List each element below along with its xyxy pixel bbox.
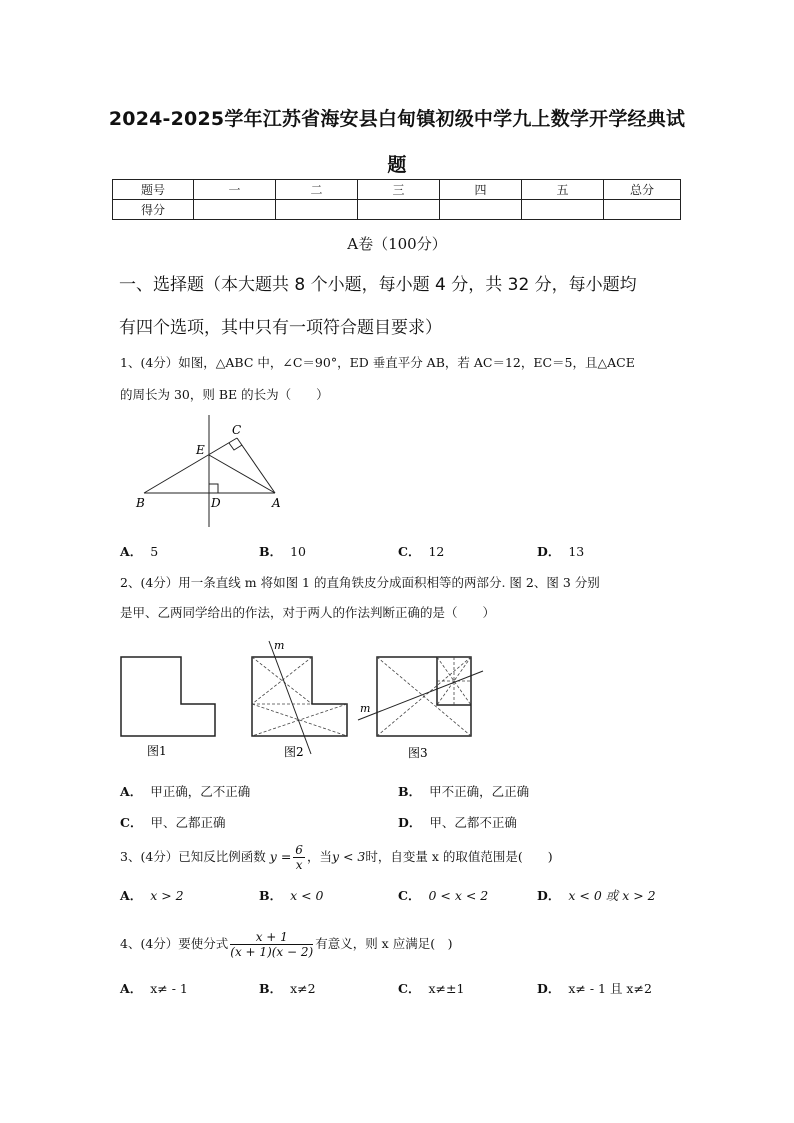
q3-fraction-numerator: 6: [295, 843, 303, 857]
question-1-line2: 的周长为 30，则 BE 的长为（ ）: [120, 387, 329, 402]
label-b: B: [136, 496, 145, 510]
q4-prefix: 4、(4分）要使分式: [120, 936, 229, 951]
question-3-stem: [120, 840, 680, 874]
figure-3: [358, 657, 483, 760]
figure-2: [252, 639, 347, 759]
figure-2-line-m: [269, 641, 311, 754]
q3-suffix: 时，自变量 x 的取值范围是( ): [365, 849, 553, 864]
figure-2-caption: 图2: [284, 745, 304, 759]
question-4-stem: [120, 927, 680, 961]
score-cell-4: 四: [440, 180, 522, 200]
question-1-line1: 1、(4分）如图，△ABC 中，∠C＝90°，ED 垂直平分 AB，若 AC＝12，EC＝5，且△ACE: [120, 355, 635, 370]
figure-1-l-shape: [121, 657, 215, 736]
q2-option-d: D． 甲、乙都不正确: [398, 815, 517, 830]
q2-option-c: C． 甲、乙都正确: [120, 815, 226, 830]
segment-bc: [144, 438, 237, 493]
figure-2-label-m: m: [274, 639, 285, 652]
q3-prefix: 3、(4分）已知反比例函数: [120, 849, 266, 864]
label-d: D: [211, 496, 221, 510]
q4-option-a: A． x≠ - 1: [120, 981, 188, 996]
q2-option-a: A． 甲正确，乙不正确: [120, 784, 251, 799]
score-table-header-row: [113, 180, 681, 200]
q1-option-a: A． 5: [120, 544, 159, 559]
question-2-line2: 是甲、乙两同学给出的作法，对于两人的作法判断正确的是（ ）: [120, 605, 496, 620]
score-blank: [358, 200, 440, 220]
score-cell-total: 总分: [604, 180, 681, 200]
q3-fraction-denominator: x: [295, 858, 303, 872]
q3-function-lhs: y =: [269, 849, 292, 864]
question-2-line1: 2、(4分）用一条直线 m 将如图 1 的直角铁皮分成面积相等的两部分. 图 2、图 3 分别: [120, 575, 600, 590]
q3-fraction: [293, 843, 305, 872]
section-heading-line1: 一、选择题（本大题共 8 个小题，每小题 4 分，共 32 分，每小题均: [119, 275, 637, 295]
q4-fraction: [230, 930, 313, 959]
right-angle-mark-d: [209, 484, 218, 493]
q3-option-b: B． x < 0: [259, 888, 324, 903]
q4-fraction-denominator: (x + 1)(x − 2): [230, 945, 314, 959]
segment-ea: [209, 455, 275, 493]
q1-option-c: C． 12: [398, 544, 445, 559]
right-angle-mark-c: [229, 443, 242, 450]
q3-middle: ，当: [306, 849, 332, 864]
score-cell-2: 二: [276, 180, 358, 200]
q1-option-b: B． 10: [259, 544, 306, 559]
document-title: 2024-2025学年江苏省海安县白甸镇初级中学九上数学开学经典试: [108, 108, 686, 130]
score-cell-label: 题号: [113, 180, 194, 200]
score-blank: [522, 200, 604, 220]
q1-option-d: D． 13: [537, 544, 585, 559]
figure-3-label-m: m: [360, 702, 371, 715]
segment-ca: [237, 438, 275, 493]
section-heading-line2: 有四个选项，其中只有一项符合题目要求）: [119, 318, 442, 338]
figure-1-caption: 图1: [147, 744, 167, 758]
q4-option-b: B． x≠2: [259, 981, 316, 996]
score-row-label: 得分: [113, 200, 194, 220]
label-e: E: [196, 443, 205, 457]
label-c: C: [232, 423, 242, 437]
q4-fraction-numerator: x + 1: [230, 930, 313, 945]
document-title-continued: 题: [387, 154, 407, 176]
label-a: A: [272, 496, 281, 510]
score-blank: [194, 200, 276, 220]
score-table-score-row: [113, 200, 681, 220]
score-cell-1: 一: [194, 180, 276, 200]
question-2-figures: [115, 636, 495, 766]
score-table: [112, 179, 681, 220]
q3-option-d: D． x < 0 或 x > 2: [537, 888, 656, 903]
score-blank: [440, 200, 522, 220]
q4-suffix: 有意义，则 x 应满足( ): [315, 936, 453, 951]
q3-condition: y < 3: [331, 849, 366, 864]
figure-3-dash: [377, 657, 471, 736]
figure-3-caption: 图3: [408, 746, 428, 760]
q2-option-b: B． 甲不正确，乙正确: [398, 784, 530, 799]
q4-option-d: D． x≠ - 1 且 x≠2: [537, 981, 652, 996]
q3-option-c: C． 0 < x < 2: [398, 888, 489, 903]
score-cell-5: 五: [522, 180, 604, 200]
paper-section-label: A卷（100分）: [347, 235, 447, 253]
question-1-figure: [130, 415, 290, 530]
score-cell-3: 三: [358, 180, 440, 200]
q3-option-a: A． x > 2: [120, 888, 184, 903]
q4-option-c: C． x≠±1: [398, 981, 465, 996]
score-blank: [604, 200, 681, 220]
score-blank: [276, 200, 358, 220]
